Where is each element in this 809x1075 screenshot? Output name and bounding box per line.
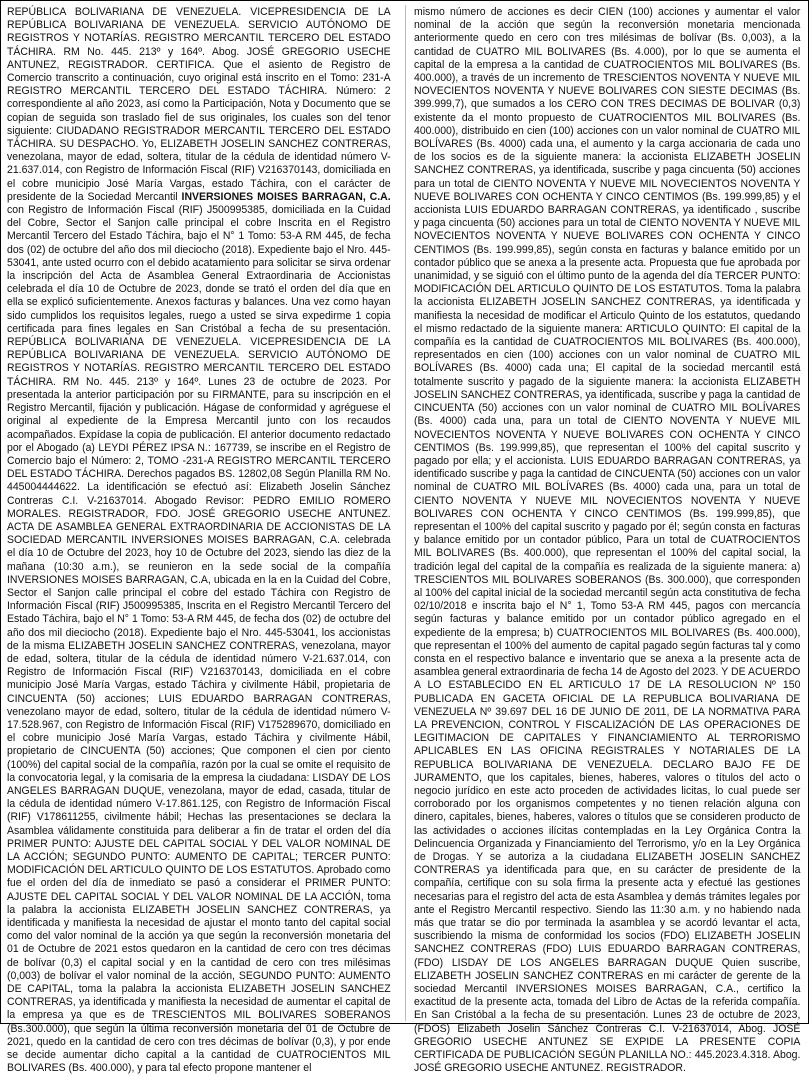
notice-right-paragraph: mismo número de acciones es decir CIEN (100) acciones y aumentar el valor nominal de la acción que según la reconversión monetaria mencionada anteriormente quedo en cero con tres milésimas de bolívar (Bs. 0,003), a la cantidad de CUATRO MIL BOLIVARES (Bs. 4.000), por lo que se aumenta el capital de la empresa a la cantidad de CUATROCIENTOS MIL BOLIVARES (Bs. 400.000), a través de un incremento de TRESCIENTOS NOVENTA Y NUEVE MIL NOVECIENTOS NOVENTA Y NUEVE BOLIVARES CON SIESTE DECIMAS (Bs. 399.999,7), que sumados a los CERO CON TRES DECIMAS DE BOLIVAR (0,3) existente da el monto propuesto de CUATROCIENTOS MIL BOLIVARES (Bs. 400.000), distribuido en cien (100) acciones con un valor nominal de CUATRO MIL BOLÍVARES (Bs. 4000) cada una, el aumento y la carga accionaria de cada uno de los socios es de la siguiente manera: la accionista ELIZABETH JOSELIN SANCHEZ CONTRERAS, ya identificada, suscribe y paga cincuenta (50) acciones para un total de CIENTO NOVENTA Y NUEVE MIL NOVECIENTOS NOVENTA Y NUEVE BOLIVARES CON OCHENTA Y CINCO CENTIMOS (Bs. 199.999,85) y el accionista LUIS EDUARDO BARRAGAN CONTRERAS, ya identificado , suscribe y paga cincuenta (50) acciones para un total de CIENTO NOVENTA Y NUEVE MIL NOVECIENTOS NOVENTA Y NUEVE BOLIVARES CON OCHENTA Y CINCO CENTIMOS (Bs. 199.999,85), según consta en facturas y balance emitido por un contador público que se anexa a la presente acta. Propuesta que fue aprobada por unanimidad, y se siguió con el último punto de la agenda del día TERCER PUNTO: MODIFICACIÓN DEL ARTICULO QUINTO DE LOS ESTATUTOS. Toma la palabra la accionista ELIZABETH JOSELIN SANCHEZ CONTRERAS, ya identificada y manifiesta la necesidad de modificar el Articulo Quinto de los estatutos, quedando el mismo redactado de la siguiente manera: ARTICULO QUINTO: El capital de la compañía es la cantidad de CUATROCIENTOS MIL BOLIVARES (Bs. 400.000), representados en cien (100) acciones con un valor nominal de CUATRO MIL BOLÍVARES (Bs. 4000) cada una; El capital de la sociedad mercantil está totalmente suscrito y pagado de la siguiente manera: la accionista ELIZABETH JOSELIN SANCHEZ CONTRERAS, ya identificada, suscribe y paga la cantidad de CINCUENTA (50) acciones con un valor nominal de CUATRO MIL BOLÍVARES (Bs. 4000) cada una, para un total de CIENTO NOVENTA Y NUEVE MIL NOVECIENTOS NOVENTA Y NUEVE BOLIVARES CON OCHENTA Y CINCO CENTIMOS (Bs. 199.999,85), que representan el 100% del capital suscrito y pagado por ella; y el accionista. LUIS EDUARDO BARRAGAN CONTRERAS, ya identificado suscribe y paga la cantidad de CINCUENTA (50) acciones con un valor nominal de CUATRO MIL BOLÍVARES (Bs. 4000) cada una, para un total de CIENTO NOVENTA Y NUEVE MIL NOVECIENTOS NOVENTA Y NUEVE BOLIVARES CON OCHENTA Y CINCO CENTIMOS (Bs. 199.999,85), que representan el 100% del capital suscrito y pagado por él; según consta en facturas y balance emitido por un contador público, Para un total de CUATROCIENTOS MIL BOLIVARES (Bs. 400.000), que representan el 100% del capital social, la tradición legal del capital de la compañía es realizada de la siguiente manera: a) TRESCIENTOS MIL BOLIVARES SOBERANOS (Bs. 300.000), que corresponden al 100% del capital inicial de la sociedad mercantil según acta constitutiva de fecha 02/10/2018 e inscrita bajo el N° 1, Tomo 53-A RM 445, pagos con mercancía según facturas y balance emitido por un contador público agregado en el expediente de la empresa; b) CUATROCIENTOS MIL BOLIVARES (Bs. 400.000), que representan el 100% del aumento de capital pagado según facturas tal y como consta en el respectivo balance e inventario que se anexa a la presente acta de asamblea general extraordinaria de fecha 14 de Agosto del 2023. Y DE ACUERDO A LO ESTABLECIDO EN EL ARTICULO 17 DE LA RESOLUCION Nº 150 PUBLICADA EN GACETA OFICIAL DE LA REPUBLICA BOLIVARIANA DE VENEZUELA Nº 39.697 DEL 16 DE JUNIO DE 2011, DE LA NORMATIVA PARA LA PREVENCION, CONTROL Y FISCALIZACIÓN DE LAS OPERACIONES DE LEGITIMACION DE CAPITALES Y FINANCIAMIENTO AL TERRORISMO APLICABLES EN LAS OFICINA REGISTRALES Y NOTARIALES DE LA REPUBLICA BOLIVARIANA DE VENEZUELA. DECLARO BAJO FE DE JURAMENTO, que los capitales, bienes, haberes, valores o títulos del acto o negocio jurídico en este acto proceden de actividades licitas, lo cual puede ser corroborado por los organismos competentes y no tienen relación alguna con dinero, capitales, bienes, haberes, valores o títulos que se consideren producto de las actividades o acciones ilícitas contempladas en la Ley Orgánica Contra la Delincuencia Organizada y Financiamiento del Terrorismo, y/o en la Ley Orgánica de Drogas. Y se autoriza a la ciudadana ELIZABETH JOSELIN SANCHEZ CONTRERAS ya identificada para que, en su carácter de presidente de la compañía, certifique con su sola firma la presente acta y efectué las gestiones necesarias para el registro del acta de esta Asamblea y demás trámites legales por ante el Registro Mercantil respectivo. Siendo las 11:30 a.m. y no habiendo nada más que tratar se dio por terminada la asamblea y se acordó levantar el acta, suscribiendo la misma de conformidad los socios (FDO) ELIZABETH JOSELIN SANCHEZ CONTRERAS (FDO) LUIS EDUARDO BARRAGAN CONTRERAS, (FDO) LISDAY DE LOS ANGELES BARRAGAN DUQUE Quien suscribe, ELIZABETH JOSELIN SANCHEZ CONTRERAS en mi carácter de gerente de la sociedad Mercantil INVERSIONES MOISES BARRAGAN, C.A., certifico la exactitud de la presente acta, tomada del Libro de Actas de la referida compañía. En San Cristóbal a la fecha de su presentación. Lunes 23 de octubre de 2023, (FDOS) Elizabeth Joselin Sánchez Contreras C.I. V-21637014, Abog. JOSÉ GREGORIO USECHE ANTUNEZ SE EXPIDE LA PRESENTE COPIA CERTIFICADA DE PUBLICACIÓN SEGÚN PLANILLA NO.: 445.2023.4.318. Abog. JOSÉ GREGORIO USECHE ANTUNEZ. REGISTRADOR. [414,6,801,1075]
notice-left-text-part2: con Registro de Información Fiscal (RIF) J500995385, domiciliada en la Cuidad del Cobre, Sector el Sanjon calle principal el cobre Inscrita en el Registro Mercantil Tercero del Estado Táchira, bajo el N° 1 Tomo: 53-A RM 445, de fecha dos (02) de octubre del año dos mil dieciocho (2018). Expediente bajo el Nro. 445-53041, ante usted ocurro con el debido acatamiento para solicitar se sirva ordenar la inscripción del Acta de Asamblea General Extraordinaria de Accionistas celebrada el día 10 de Octubre de 2023, donde se trató el orden del día que en ella se explicó suficientemente. Anexos facturas y balances. Una vez como hayan sido cumplidos los requisitos legales, ruego a usted se sirva expedirme 1 copia certificada para fines legales en San Cristóbal a fecha de su presentación. REPÚBLICA BOLIVARIANA DE VENEZUELA. VICEPRESIDENCIA DE LA REPÚBLICA BOLIVARIANA DE VENEZUELA. SERVICIO AUTÓNOMO DE REGISTROS Y NOTARÍAS. REGISTRO MERCANTIL TERCERO DEL ESTADO TÁCHIRA. RM No. 445. 213º y 164º. Lunes 23 de octubre de 2023. Por presentada la anterior participación por su FIRMANTE, para su inscripción en el Registro Mercantil, fijación y publicación. Hágase de conformidad y agréguese el original al expediente de la Empresa Mercantil junto con los recaudos acompañados. Expídase la copia de publicación. El anterior documento redactado por el Abogado (a) LEYDI PÉREZ IPSA N.: 167739, se inscribe en el Registro de Comercio bajo el Número: 2, TOMO -231-A REGISTRO MERCANTIL TERCERO DEL ESTADO TÁCHIRA. Derechos pagados BS. 12802,08 Según Planilla RM No. 445004444622. La identificación se efectuó así: Elizabeth Joselin Sánchez Contreras C.I. V-21637014. Abogado Revisor: PEDRO EMILIO ROMERO MORALES. REGISTRADOR, FDO. JOSÉ GREGORIO USECHE ANTUNEZ. ACTA DE ASAMBLEA GENERAL EXTRAORDINARIA DE ACCIONISTAS DE LA SOCIEDAD MERCANTIL INVERSIONES MOISES BARRAGAN, C.A. celebrada el día 10 de Octubre del 2023, hoy 10 de Octubre del 2023, siendo las diez de la mañana (10:30 a.m.), se reunieron en la sede social de la compañía INVERSIONES MOISES BARRAGAN, C.A, ubicada en la en la Cuidad del Cobre, Sector el Sanjon calle principal el cobre del estado Táchira con Registro de Información Fiscal (RIF) J500995385, Inscrita en el Registro Mercantil Tercero del Estado Táchira, bajo el N° 1 Tomo: 53-A RM 445, de fecha dos (02) de octubre del año dos mil dieciocho (2018). Expediente bajo el Nro. 445-53041, los accionistas de la misma ELIZABETH JOSELIN SANCHEZ CONTRERAS, venezolana, mayor de edad, soltera, titular de la cédula de identidad número V-21.637.014, con Registro de Información Fiscal (RIF) V216370143, domiciliada en el cobre municipio José María Vargas, estado Táchira y civilmente Hábil, propietaria de CINCUENTA (50) acciones; LUIS EDUARDO BARRAGAN CONTRERAS, venezolano mayor de edad, soltero, titular de la cédula de identidad número V-17.528.967, con Registro de Información Fiscal (RIF) V175289670, domiciliado en el cobre municipio José María Vargas, estado Táchira y civilmente Hábil, propietario de CINCUENTA (50) acciones; Que componen el cien por ciento (100%) del capital social de la compañía, razón por la cual se omite el requisito de la convocatoria legal, y la comisaria de la empresa la ciudadana: LISDAY DE LOS ANGELES BARRAGAN DUQUE, venezolana, mayor de edad, casada, titular de la cédula de identidad número V-17.861.125, con Registro de Información Fiscal (RIF) V178611255, civilmente hábil; Hechas las presentaciones se declara la Asamblea válidamente constituida para deliberar a fin de tratar el orden del día PRIMER PUNTO: AJUSTE DEL CAPITAL SOCIAL Y DEL VALOR NOMINAL DE LA ACCIÓN; SEGUNDO PUNTO: AUMENTO DE CAPITAL; TERCER PUNTO: MODIFICACIÓN DEL ARTICULO QUINTO DE LOS ESTATUTOS. Aprobado como fue el orden del día de inmediato se pasó a considerar el PRIMER PUNTO: AJUSTE DEL CAPITAL SOCIAL Y DEL VALOR NOMINAL DE LA ACCIÓN, toma la palabra la accionista ELIZABETH JOSELIN SANCHEZ CONTRERAS, ya identificada y manifiesta la necesidad de ajustar el monto tanto del capital social como del valor nominal de la acción ya que según la reconversión monetaria del 01 de Octubre de 2021 estos quedaron en la cantidad de cero con tres décimas de bolívar (0,3) el capital social y en la cantidad de cero con tres milésimas (0,003) de bolívar el valor nominal de la acción, SEGUNDO PUNTO: AUMENTO DE CAPITAL, toma la palabra la accionista ELIZABETH JOSELIN SANCHEZ CONTRERAS, ya identificada y manifiesta la necesidad de aumentar el capital de la empresa ya que es de TRESCIENTOS MIL BOLIVARES SOBERANOS (Bs.300.000), que según la última reconversión monetaria del 01 de Octubre de 2021, quedo en la cantidad de cero con tres décimas de bolívar (0,3), y por ende se decide aumentar dicho capital a la cantidad de CUATROCIENTOS MIL BOLIVARES (Bs. 400.000), y para tal efecto propone mantener el [7,204,391,1075]
notice-left-text-part1: REPÚBLICA BOLIVARIANA DE VENEZUELA. VICEPRESIDENCIA DE LA REPÚBLICA BOLIVARIANA DE VENEZUELA. SERVICIO AUTÓNOMO DE REGISTROS Y NOTARÍAS. REGISTRO MERCANTIL TERCERO DEL ESTADO TÁCHIRA. RM No. 445. 213º y 164º. Abog. JOSÉ GREGORIO USECHE ANTUNEZ, REGISTRADOR. CERTIFICA. Que el asiento de Registro de Comercio transcrito a continuación, cuyo original está inscrito en el Tomo: 231-A REGISTRO MERCANTIL TERCERO DEL ESTADO TÁCHIRA. Número: 2 correspondiente al año 2023, así como la Participación, Nota y Documento que se copian de seguida son traslado fiel de sus originales, los cuales son del tenor siguiente: CIUDADANO REGISTRADOR MERCANTIL TERCERO DEL ESTADO TÁCHIRA. SU DESPACHO. Yo, ELIZABETH JOSELIN SANCHEZ CONTRERAS, venezolana, mayor de edad, soltera, titular de la cédula de identidad número V-21.637.014, con Registro de Información Fiscal (RIF) V216370143, domiciliada en el cobre municipio José María Vargas, estado Táchira, con el carácter de presidente de la Sociedad Mercantil [7,6,391,203]
company-name: INVERSIONES MOISES BARRAGAN, C.A. [181,190,391,203]
notice-left-column [7,6,391,1075]
notice-left-paragraph [7,6,391,1075]
notice-right-column [414,6,801,1075]
column-divider [405,5,406,1021]
